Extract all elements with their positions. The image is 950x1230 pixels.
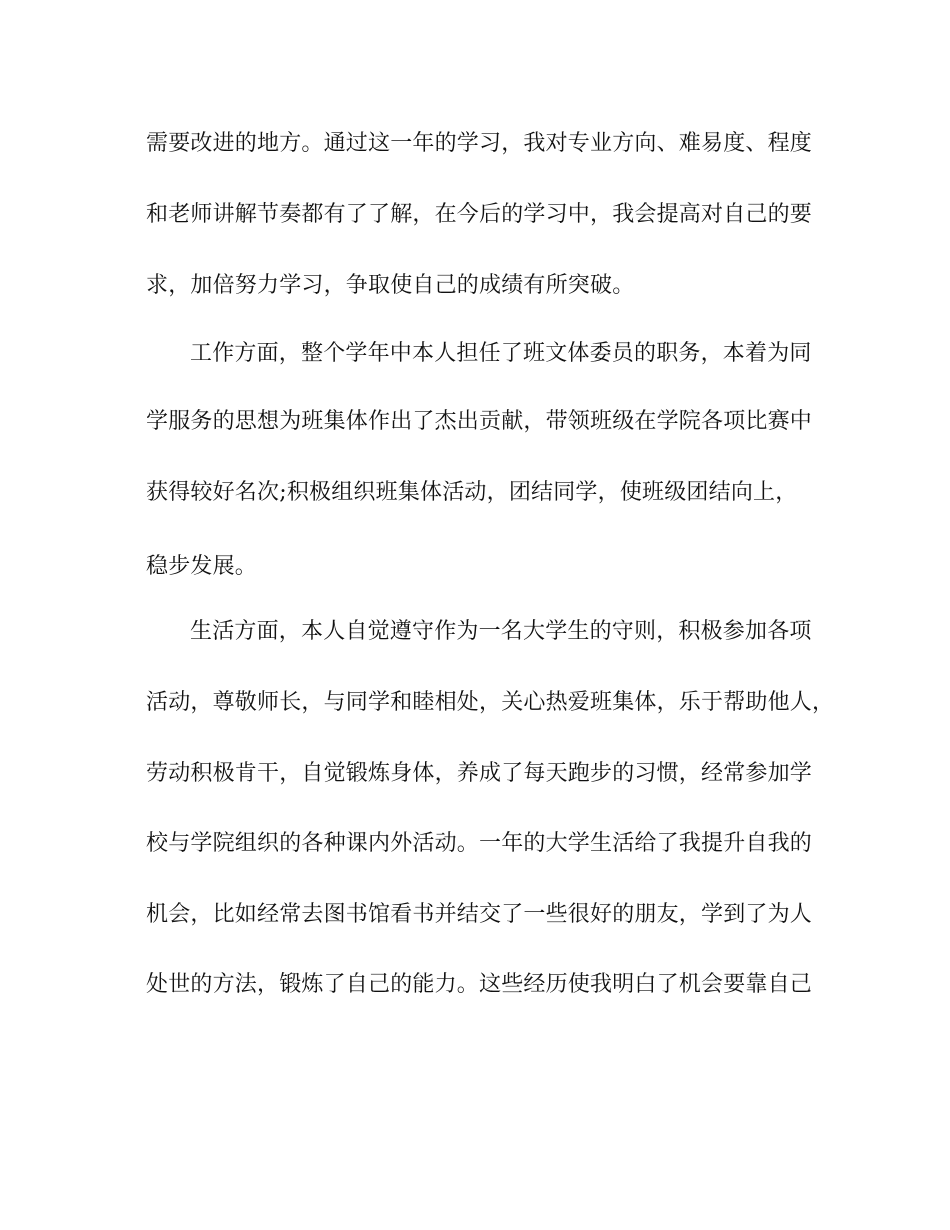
paragraph-first-line: 工作方面，整个学年中本人担任了班文体委员的职务，本着为同 [190, 341, 812, 366]
text-line: 和老师讲解节奏都有了了解，在今后的学习中，我会提高对自己的要 [146, 202, 813, 227]
text-line: 活动，尊敬师长，与同学和睦相处，关心热爱班集体，乐于帮助他人， [146, 690, 835, 715]
text-line: 机会，比如经常去图书馆看书并结交了一些很好的朋友，学到了为人 [146, 902, 813, 927]
text-line: 求，加倍努力学习，争取使自己的成绩有所突破。 [146, 273, 635, 298]
paragraph-first-line: 生活方面，本人自觉遵守作为一名大学生的守则，积极参加各项 [190, 619, 812, 644]
text-line: 校与学院组织的各种课内外活动。一年的大学生活给了我提升自我的 [146, 831, 813, 856]
text-line: 劳动积极肯干，自觉锻炼身体，养成了每天跑步的习惯，经常参加学 [146, 761, 813, 786]
text-line: 学服务的思想为班集体作出了杰出贡献，带领班级在学院各项比赛中 [146, 409, 813, 434]
text-line: 稳步发展。 [146, 554, 258, 579]
text-line: 需要改进的地方。通过这一年的学习，我对专业方向、难易度、程度 [146, 131, 813, 156]
text-line: 获得较好名次;积极组织班集体活动，团结同学，使班级团结向上， [146, 480, 798, 505]
text-line: 处世的方法，锻炼了自己的能力。这些经历使我明白了机会要靠自己 [146, 972, 813, 997]
